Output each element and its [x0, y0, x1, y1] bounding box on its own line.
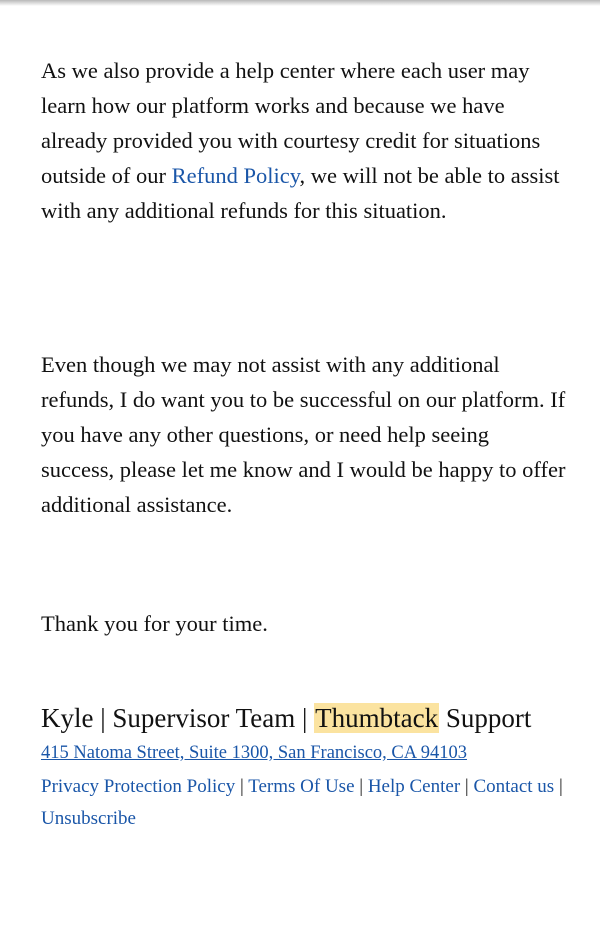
unsubscribe-link[interactable]: Unsubscribe [41, 808, 136, 829]
top-shadow [0, 0, 600, 6]
refund-policy-link[interactable]: Refund Policy [171, 163, 300, 188]
address-link[interactable]: 415 Natoma Street, Suite 1300, San Francisco, CA 94103 [41, 743, 467, 763]
signature-suffix: Support [439, 703, 532, 733]
footer-separator: | [359, 776, 364, 797]
help-center-link[interactable]: Help Center [367, 776, 461, 797]
support-paragraph: Even though we may not assist with any additional refunds, I do want you to be successful on our platform. If you have any other questions, or need help seeing success, please let me know and I would be happy to offer additional assistance. [41, 352, 566, 517]
terms-of-use-link[interactable]: Terms Of Use [248, 776, 355, 797]
footer-separator: | [464, 776, 469, 797]
footer-links [41, 771, 566, 835]
refund-paragraph [41, 53, 566, 228]
thanks-paragraph: Thank you for your time. [41, 611, 268, 636]
signature-prefix: Kyle | Supervisor Team | [41, 703, 315, 733]
footer-separator: | [239, 776, 244, 797]
refund-paragraph-text-end: , we will not be able to assist with any additional refunds for this situation. [41, 163, 560, 223]
refund-paragraph-text-start: As we also provide a help center where each user may learn how our platform works and because we have already provided you with courtesy credit for situations outside of our [41, 58, 541, 188]
footer-separator: | [558, 776, 563, 797]
signature-highlighted-word: Thumbtack [315, 703, 439, 733]
contact-us-link[interactable]: Contact us [473, 776, 555, 797]
privacy-policy-link[interactable]: Privacy Protection Policy [41, 776, 236, 797]
signature-line [41, 700, 581, 736]
